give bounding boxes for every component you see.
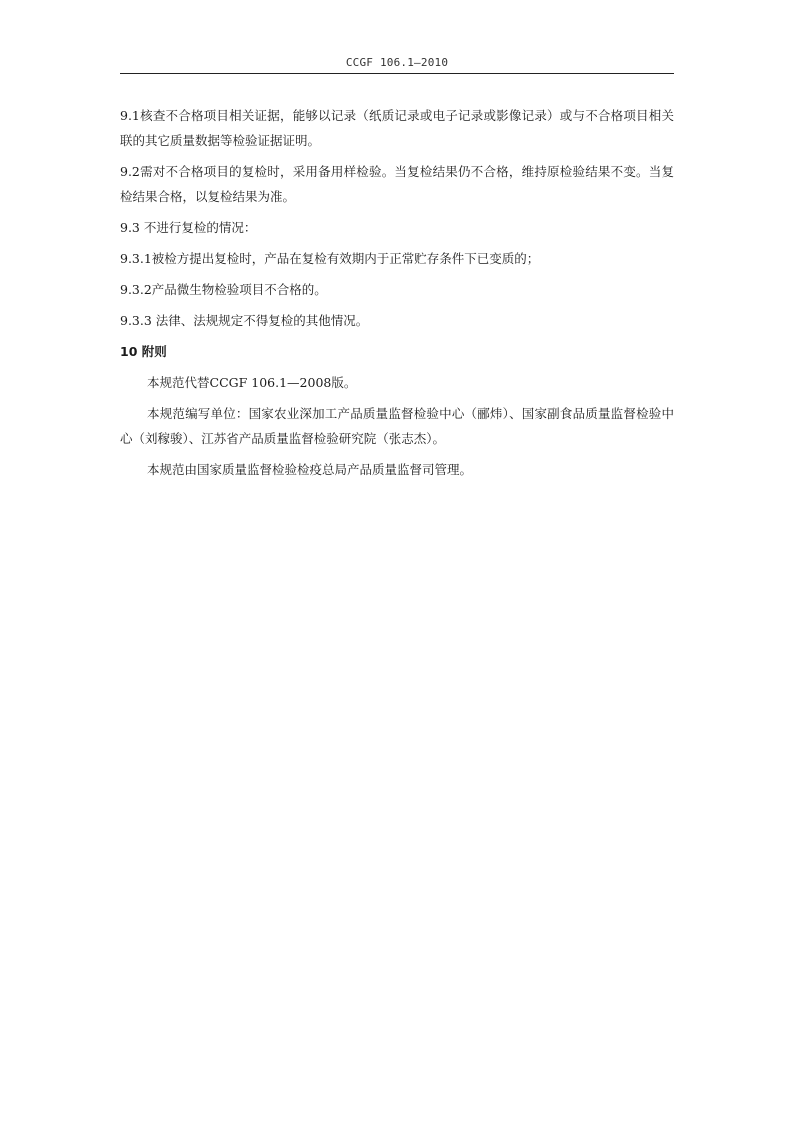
- paragraph-9-3-2: 9.3.2产品微生物检验项目不合格的。: [120, 282, 327, 297]
- paragraph-9-3: 9.3 不进行复检的情况：: [120, 220, 257, 235]
- header-rule: [120, 73, 674, 74]
- page-header-code: CCGF 106.1—2010: [345, 56, 449, 69]
- paragraph-10-replaces: 本规范代替CCGF 106.1—2008版。: [147, 375, 357, 390]
- paragraph-9-1: 9.1核查不合格项目相关证据，能够以记录（纸质记录或电子记录或影像记录）或与不合格项目相关联的其它质量数据等检验证据证明。: [120, 108, 674, 148]
- paragraph-10-authors: 本规范编写单位：国家农业深加工产品质量监督检验中心（郦炜）、国家副食品质量监督检验中心（刘稼骏）、江苏省产品质量监督检验研究院（张志杰）。: [120, 406, 674, 446]
- section-10-title: 10 附则: [120, 344, 167, 359]
- paragraph-9-2: 9.2需对不合格项目的复检时，采用备用样检验。当复检结果仍不合格，维持原检验结果不变。当复检结果合格，以复检结果为准。: [120, 164, 674, 204]
- paragraph-9-3-3: 9.3.3 法律、法规规定不得复检的其他情况。: [120, 313, 369, 328]
- paragraph-9-3-1: 9.3.1被检方提出复检时，产品在复检有效期内于正常贮存条件下已变质的；: [120, 251, 540, 266]
- paragraph-10-management: 本规范由国家质量监督检验检疫总局产品质量监督司管理。: [147, 462, 473, 477]
- document-body: [120, 103, 674, 488]
